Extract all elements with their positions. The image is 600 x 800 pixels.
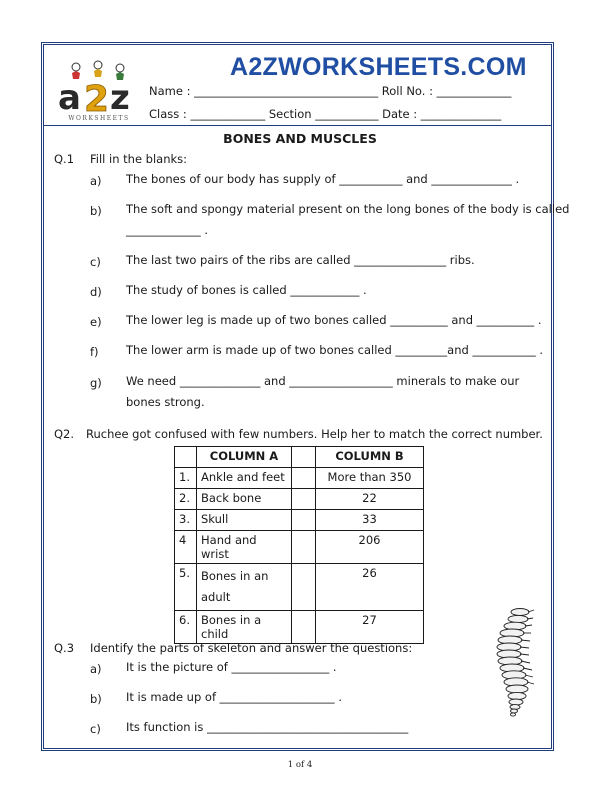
- q1-number: Q.1: [54, 152, 75, 166]
- q1-e-text: The lower leg is made up of two bones called __________ and __________ .: [126, 313, 542, 327]
- q1-b-text-2: _____________ .: [126, 223, 209, 237]
- column-a-cell: Hand and wrist: [197, 531, 292, 564]
- spine-illustration-icon: [490, 606, 540, 718]
- column-b-cell: 22: [316, 489, 424, 510]
- q3-c-label: c): [90, 722, 101, 736]
- q3-a-label: a): [90, 662, 102, 676]
- table-row: [175, 468, 424, 489]
- q1-f-text: The lower arm is made up of two bones called _________and ___________ .: [126, 343, 544, 357]
- answer-cell[interactable]: [292, 531, 316, 564]
- page-number: 1 of 4: [287, 760, 313, 770]
- q3-c-text: Its function is ___________________________________: [126, 720, 409, 734]
- q1-g-text-2: bones strong.: [126, 395, 205, 409]
- svg-text:2: 2: [84, 79, 110, 117]
- answer-cell[interactable]: [292, 510, 316, 531]
- table-row: [175, 611, 424, 644]
- column-b-cell: 27: [316, 611, 424, 644]
- table-row: [175, 489, 424, 510]
- column-a-cell: Bones in an adult: [197, 564, 292, 611]
- a2z-logo: [54, 57, 144, 122]
- logo-subtitle: WORKSHEETS: [68, 115, 130, 122]
- answer-cell[interactable]: [292, 489, 316, 510]
- q1-g-label: g): [90, 376, 102, 390]
- q1-a-text: The bones of our body has supply of ___________ and ______________ .: [126, 172, 520, 186]
- column-b-cell: 33: [316, 510, 424, 531]
- column-a-cell: Bones in a child: [197, 611, 292, 644]
- column-a-header: COLUMN A: [197, 447, 292, 468]
- q1-d-label: d): [90, 285, 102, 299]
- answer-cell[interactable]: [292, 611, 316, 644]
- q1-c-label: c): [90, 255, 101, 269]
- q1-e-label: e): [90, 315, 102, 329]
- worksheet-header: [44, 45, 551, 126]
- header-gap-cell: [292, 447, 316, 468]
- column-b-cell: 206: [316, 531, 424, 564]
- column-b-header: COLUMN B: [316, 447, 424, 468]
- q3-b-label: b): [90, 692, 102, 706]
- q1-prompt: Fill in the blanks:: [90, 152, 188, 166]
- q1-b-label: b): [90, 204, 102, 218]
- column-b-cell: More than 350: [316, 468, 424, 489]
- q2-prompt: Ruchee got confused with few numbers. Help her to match the correct number.: [86, 427, 543, 441]
- row-number: 2.: [175, 489, 197, 510]
- q3-prompt: Identify the parts of skeleton and answer the questions:: [90, 641, 413, 655]
- column-a-cell: Skull: [197, 510, 292, 531]
- q1-g-text-1: We need ______________ and __________________ minerals to make our: [126, 374, 520, 388]
- worksheet-title: BONES AND MUSCLES: [223, 131, 377, 146]
- q1-c-text: The last two pairs of the ribs are called ________________ ribs.: [126, 253, 475, 267]
- row-number: 6.: [175, 611, 197, 644]
- class-section-date-line: Class : _____________ Section ___________ Date : ______________: [149, 107, 502, 121]
- table-row: [175, 531, 424, 564]
- column-b-cell: 26: [316, 564, 424, 611]
- table-header-row: [175, 447, 424, 468]
- column-a-cell: Ankle and feet: [197, 468, 292, 489]
- svg-text:a: a: [58, 78, 81, 117]
- name-roll-line: Name : ________________________________ Roll No. : _____________: [149, 84, 512, 98]
- q2-number: Q2.: [54, 427, 75, 441]
- answer-cell[interactable]: [292, 564, 316, 611]
- column-a-cell: Back bone: [197, 489, 292, 510]
- row-number: 1.: [175, 468, 197, 489]
- q1-b-text-1: The soft and spongy material present on the long bones of the body is called: [126, 202, 570, 216]
- header-number-cell: [175, 447, 197, 468]
- matching-table: [174, 446, 424, 644]
- q1-a-label: a): [90, 174, 102, 188]
- row-number: 5.: [175, 564, 197, 611]
- table-row: [175, 510, 424, 531]
- q3-a-text: It is the picture of _________________ .: [126, 660, 337, 674]
- table-row: [175, 564, 424, 611]
- q3-number: Q.3: [54, 641, 75, 655]
- site-title: A2ZWORKSHEETS.COM: [230, 53, 527, 81]
- svg-text:z: z: [110, 78, 130, 117]
- q1-f-label: f): [90, 345, 99, 359]
- logo-icon: [54, 57, 144, 117]
- q3-b-text: It is made up of ____________________ .: [126, 690, 342, 704]
- row-number: 4: [175, 531, 197, 564]
- answer-cell[interactable]: [292, 468, 316, 489]
- q1-d-text: The study of bones is called ____________ .: [126, 283, 367, 297]
- row-number: 3.: [175, 510, 197, 531]
